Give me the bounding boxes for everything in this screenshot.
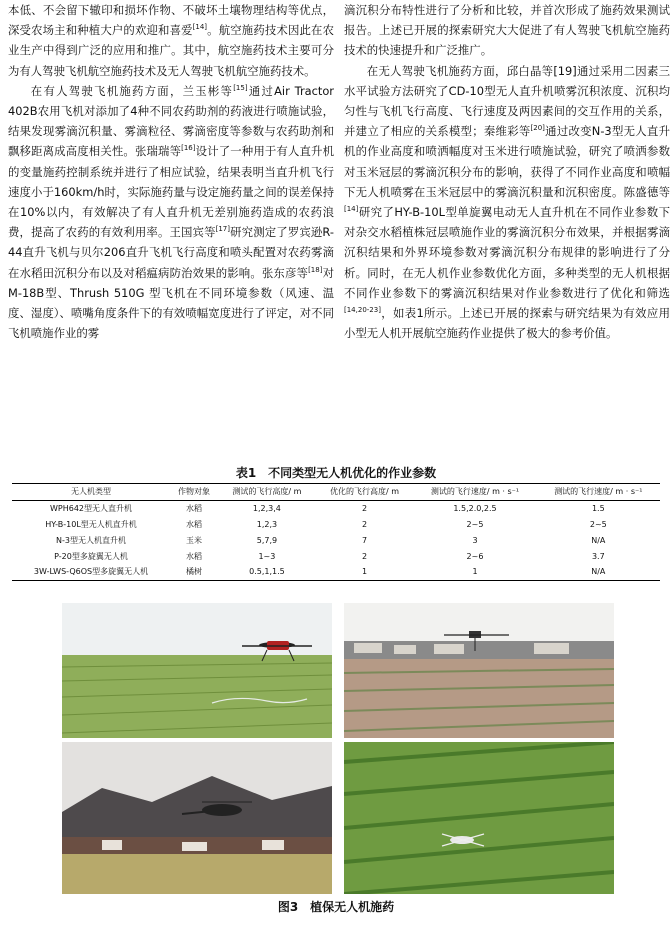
table-cell: 7 xyxy=(361,535,368,545)
table-row xyxy=(12,517,660,533)
table-cell: 水稻 xyxy=(186,551,203,561)
table-title: 表1 不同类型无人机优化的作业参数 xyxy=(235,466,437,480)
right-text-column xyxy=(344,0,670,343)
photo-helicopter-drone-over-paddy xyxy=(62,742,332,894)
table-cell: 2 xyxy=(361,504,368,514)
table-cell: 5,7,9 xyxy=(256,535,278,545)
table-row xyxy=(12,500,660,516)
left-text-column xyxy=(8,0,334,343)
table-cell: 3.7 xyxy=(591,551,605,561)
table-cell: 2 xyxy=(361,519,368,529)
photo-drone-over-rice-field xyxy=(62,603,332,738)
table-cell: HY-B-10L型无人机直升机 xyxy=(45,519,137,529)
table-row xyxy=(12,548,660,564)
right-paragraph-2: 在无人驾驶飞机施药方面，邱白晶等[19]通过采用二因素三水平试验方法研究了CD-10型无人直升机喷雾沉积浓度、沉积均匀性与飞机飞行高度、飞行速度及两因素间的交互作用的关系，并建立了相应的关系模型；秦维彩等[20]通过改变N-3型无人直升机的作业高度和喷洒幅度对玉米进行喷施试验，研究了喷洒参数对玉米冠层的雾滴沉积分布的影响，获得了不同作业高度和喷幅下无人机喷雾在玉米冠层中的雾滴沉积量和沉积密度。陈盛德等[14]研究了HY-B-10L型单旋翼电动无人直升机在不同作业参数下对杂交水稻植株冠层喷施作业的雾滴沉积分布效果，并根据雾滴沉积结果和外界环境参数对雾滴沉积分布规律的影响进行了分析。同时，在无人机作业参数优化方面，多种类型的无人机根据不同作业参数下的雾滴沉积结果对作业参数进行了优化和筛选[14,20-23]，如表1所示。上述已开展的探索与研究结果为有效应用小型无人机开展航空施药作业提供了极大的参考价值。 xyxy=(344,63,670,341)
table-row xyxy=(12,564,660,580)
table-cell: 1 xyxy=(472,567,478,577)
table-cell: WPH642型无人直升机 xyxy=(49,504,133,514)
column-header: 测试的飞行高度/ m xyxy=(232,487,302,497)
table-cell: 1~3 xyxy=(258,551,276,561)
table-cell: 0.5,1,1.5 xyxy=(249,567,285,577)
left-paragraph-2: 在有人驾驶飞机施药方面，兰玉彬等[15]通过Air Tractor 402B农用飞机对添加了4种不同农药助剂的药液进行喷施试验，结果发现雾滴沉积量、雾滴粒径、雾滴密度等参数与农药助剂和飘移距离成高度相关性。张瑞瑞等[16]设计了一种用于有人直升机的变量施药控制系统并进行了相应试验，结果表明当直升机飞行速度小于160km/h时，实际施药量与设定施药量之间的误差保持在10%以内，有效解决了有人直升机无差别施药造成的农药浪费，提高了农药的有效利用率。王国宾等[17]研究测定了罗宾逊R-44直升飞机与贝尔206直升飞机飞行高度和喷头配置对农药雾滴在水稻田沉积分布以及对稻瘟病防治效果的影响。张东彦等[18]对M-18B型、Thrush 510G 型飞机在不同环境参数（风速、温度、湿度）、喷嘴角度条件下的有效喷幅宽度进行了评定，对不同飞机喷施作业的雾 xyxy=(8,83,334,341)
table-header-row xyxy=(12,484,660,501)
table-cell: 1.5,2.0,2.5 xyxy=(453,504,497,514)
parameters-table xyxy=(12,483,660,581)
column-header: 测试的飞行速度/ m · s⁻¹ xyxy=(430,487,520,497)
table-cell: 2~5 xyxy=(466,519,484,529)
column-header: 无人机类型 xyxy=(71,487,111,497)
table-cell: P-20型多旋翼无人机 xyxy=(54,551,128,561)
photo-drone-over-field-with-houses xyxy=(344,603,614,738)
left-paragraph-1: 本低、不会留下辙印和损坏作物、不破坏土壤物理结构等优点，深受农场主和种植大户的欢迎和喜爱[14]。航空施药技术因此在农业生产中得到广泛的应用和推广。其中，航空施药技术主要可分为有人驾驶飞机航空施药技术及无人驾驶飞机航空施药技术。 xyxy=(8,3,334,78)
table-cell: N/A xyxy=(591,535,606,545)
figure-caption: 图3 植保无人机施药 xyxy=(277,900,395,914)
table-cell: 3 xyxy=(472,535,478,545)
table-cell: 3W-LWS-Q6OS型多旋翼无人机 xyxy=(33,567,149,577)
table-cell: 2 xyxy=(361,551,368,561)
table-cell: N-3型无人机直升机 xyxy=(56,535,126,545)
table-cell: 1,2,3 xyxy=(256,519,278,529)
photo-drone-over-green-crops xyxy=(344,742,614,894)
table-cell: 玉米 xyxy=(186,535,203,545)
column-header: 测试的飞行速度/ m · s⁻¹ xyxy=(554,487,643,497)
table-cell: 1.5 xyxy=(591,504,605,514)
column-header: 优化的飞行高度/ m xyxy=(330,487,400,497)
right-paragraph-1: 滴沉积分布特性进行了分析和比较，并首次形成了施药效果测试报告。上述已开展的探索研究大大促进了有人驾驶飞机航空施药技术的快速提升和广泛推广。 xyxy=(344,3,670,58)
table-cell: 1,2,3,4 xyxy=(252,504,281,514)
table-row xyxy=(12,532,660,548)
column-header: 作物对象 xyxy=(178,487,211,497)
table-cell: N/A xyxy=(591,567,606,577)
table-cell: 水稻 xyxy=(186,504,203,514)
table-cell: 2~6 xyxy=(466,551,484,561)
table-cell: 橘树 xyxy=(186,567,203,577)
table-cell: 1 xyxy=(361,567,368,577)
table-cell: 水稻 xyxy=(186,519,203,529)
table-cell: 2~5 xyxy=(589,519,607,529)
